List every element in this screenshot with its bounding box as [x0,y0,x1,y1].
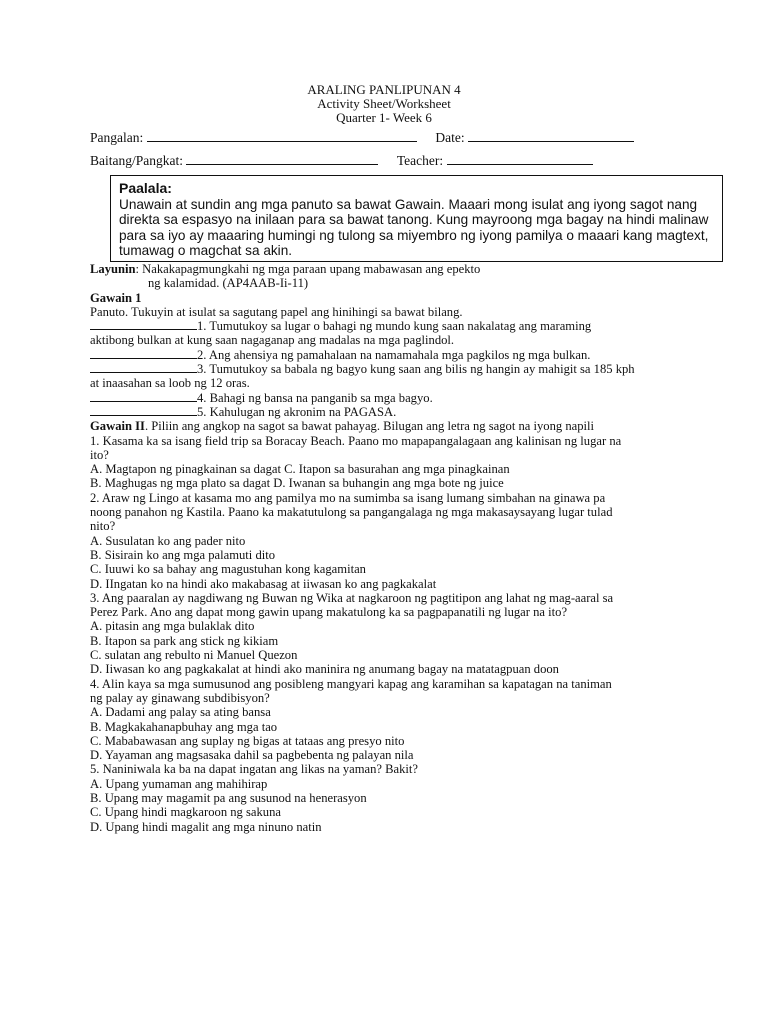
grade-label: Baitang/Pangkat: [90,153,183,168]
item-text-cont: aktibong bulkan at kung saan nagaganap ang madalas na mga paglindol. [90,333,455,348]
gawain2-line: 3. Ang paaralan ay nagdiwang ng Buwan ng Wika at nagkaroon ng pagtitipon ang lahat ng mag-aaral sa [90,590,614,605]
name-field[interactable] [147,129,417,142]
gawain1-item [90,405,690,419]
gawain2-line: nito? [90,519,116,534]
gawain2-line: 5. Naniniwala ka ba na dapat ingatan ang likas na yaman? Bakit? [90,762,419,777]
teacher-field[interactable] [447,152,593,165]
gawain2-choice[interactable]: D. Yayaman ang magsasaka dahil sa pagbebenta ng palayan nila [90,748,414,763]
gawain1-item [90,362,690,376]
gawain2-choice[interactable]: D. Iiwasan ko ang pagkakalat at hindi ako maninira ng anumang bagay na matatagpuan doon [90,662,559,677]
objective [90,262,690,276]
item-text: 1. Tumutukoy sa lugar o bahagi ng mundo kung saan nakalatag ang maraming [197,319,592,334]
gawain2-line: 1. Kasama ka sa isang field trip sa Boracay Beach. Paano mo mapapangalagaan ang kalinisan ng lugar na [90,433,622,448]
gawain2-line: Perez Park. Ano ang dapat mong gawin upang makatulong ka sa pagpapanatili ng lugar na ito? [90,605,568,620]
gawain2-choice[interactable]: B. Sisirain ko ang mga palamuti dito [90,547,276,562]
gawain2-line: ng palay ay ginawang subdibisyon? [90,690,270,705]
worksheet-body [90,262,690,834]
reminder-title: Paalala: [119,180,172,196]
item-text: 5. Kahulugan ng akronim na PAGASA. [197,404,397,419]
gawain2-title: Gawain II [90,419,145,434]
gawain1-item [90,319,690,333]
name-row [90,129,634,146]
gawain2-choice[interactable]: C. Mababawasan ang suplay ng bigas at tataas ang presyo nito [90,733,405,748]
gawain2-choice[interactable]: B. Magkakahanapbuhay ang mga tao [90,719,278,734]
gawain1-instruction: Panuto. Tukuyin at isulat sa sagutang papel ang hinihingi sa bawat bilang. [90,304,463,319]
gawain1-item [90,348,690,362]
item-text: 4. Bahagi ng bansa na panganib sa mga bagyo. [197,390,433,405]
reminder-line: direkta sa espasyo na inilaan para sa bawat tanong. Kung mayroong mga bagay na hindi malinaw [119,212,709,227]
gawain2-line: noong panahon ng Kastila. Paano ka makatutulong sa pangangalaga ng mga makasaysayang lugar tulad [90,505,613,520]
grade-field[interactable] [186,152,378,165]
gawain1-item [90,391,690,405]
gawain2-choice[interactable]: C. sulatan ang rebulto ni Manuel Quezon [90,648,298,663]
subject-title: ARALING PANLIPUNAN 4 [307,82,461,97]
answer-blank[interactable] [90,362,197,373]
objective-label: Layunin [90,262,136,276]
gawain2-line: ito? [90,447,109,462]
sheet-type: Activity Sheet/Worksheet [317,96,451,111]
name-label: Pangalan: [90,130,144,145]
gawain2-choice[interactable]: B. Upang may magamit pa ang susunod na henerasyon [90,790,367,805]
item-text: 3. Tumutukoy sa babala ng bagyo kung saan ang bilis ng hangin ay mahigit sa 185 kph [197,362,635,377]
quarter-week: Quarter 1- Week 6 [336,110,432,125]
gawain1-title: Gawain 1 [90,290,142,305]
date-field[interactable] [468,129,634,142]
gawain2-choice[interactable]: B. Itapon sa park ang stick ng kikiam [90,633,279,648]
objective-text: : Nakakapagmungkahi ng mga paraan upang mabawasan ang epekto [135,262,481,276]
date-label: Date: [435,130,465,145]
gawain2-choice[interactable]: A. Upang yumaman ang mahihirap [90,776,268,791]
reminder-line: Unawain at sundin ang mga panuto sa bawat Gawain. Maaari mong isulat ang iyong sagot nang [119,196,698,212]
objective-text-cont: ng kalamidad. (AP4AAB-Ii-11) [148,276,309,291]
gawain2-choice[interactable]: B. Maghugas ng mga plato sa dagat D. Iwanan sa buhangin ang mga bote ng juice [90,476,504,491]
gawain2-instruction: . Piliin ang angkop na sagot sa bawat pahayag. Bilugan ang letra ng sagot na iyong napili [144,419,595,434]
gawain2-choice[interactable]: D. Upang hindi magalit ang mga ninuno natin [90,819,322,834]
item-text: 2. Ang ahensiya ng pamahalaan na namamahala mga pagkilos ng mga bulkan. [197,347,591,362]
gawain2-line: 4. Alin kaya sa mga sumusunod ang posibleng mangyari kapag ang karamihan sa kapatagan na taniman [90,676,612,691]
gawain2-line: 2. Araw ng Lingo at kasama mo ang pamilya mo na sumimba sa isang lumang simbahan na ginawa pa [90,490,606,505]
item-text-cont: at inaasahan sa loob ng 12 oras. [90,376,250,391]
gawain2-choice[interactable]: A. Susulatan ko ang pader nito [90,533,246,548]
gawain2-choice[interactable]: A. Magtapon ng pinagkainan sa dagat C. Itapon sa basurahan ang mga pinagkainan [90,462,510,477]
gawain2-choice[interactable]: C. Iuuwi ko sa bahay ang magustuhan kong kagamitan [90,562,366,577]
gawain2-choice[interactable]: A. pitasin ang mga bulaklak dito [90,619,255,634]
grade-row [90,152,593,169]
gawain2-choice[interactable]: C. Upang hindi magkaroon ng sakuna [90,805,281,820]
answer-blank[interactable] [90,319,197,330]
gawain2-choice[interactable]: A. Dadami ang palay sa ating bansa [90,705,271,720]
gawain2-choice[interactable]: D. IIngatan ko na hindi ako makabasag at iiwasan ko ang pagkakalat [90,576,437,591]
reminder-box [110,175,723,262]
answer-blank[interactable] [90,348,197,359]
teacher-label: Teacher: [396,153,444,168]
reminder-line: para sa iyo ay maaaring humingi ng tulong sa miyembro ng iyong pamilya o maaari kang magtext, [119,227,709,243]
reminder-line: tumawag o magchat sa akin. [119,243,293,258]
answer-blank[interactable] [90,405,197,416]
answer-blank[interactable] [90,391,197,402]
gawain2-header [90,419,690,433]
